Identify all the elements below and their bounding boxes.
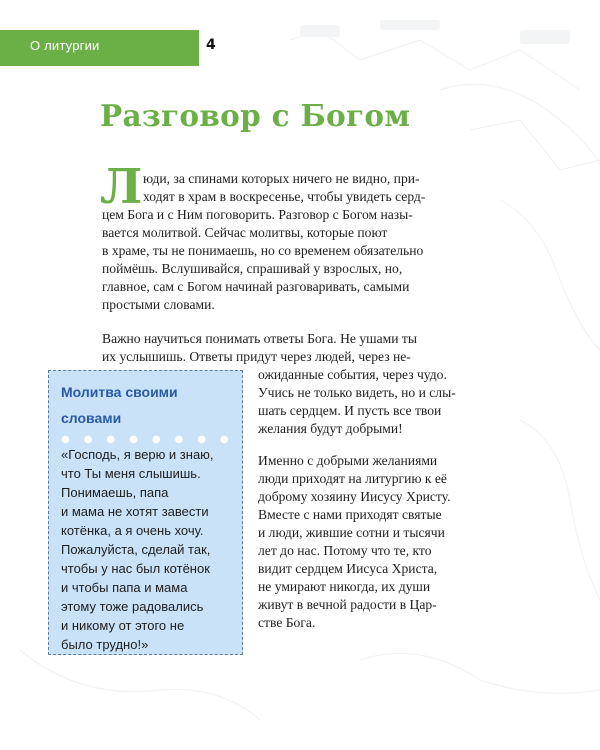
sidebar-text-line: Понимаешь, папа: [61, 485, 169, 500]
intro-line: цем Бога и с Ним поговорить. Разговор с Богом назы-: [102, 207, 413, 222]
paragraph-line: лет до нас. Потому что те, кто: [258, 543, 432, 558]
paragraph-line: видит сердцем Иисуса Христа,: [258, 561, 438, 576]
section-label: О литургии: [30, 38, 100, 53]
paragraph-line: не умирают никогда, их души: [258, 579, 431, 594]
paragraph-line: Именно с добрыми желаниями: [258, 453, 438, 468]
sidebar-text-line: этому тоже радовались: [61, 599, 204, 614]
paragraph-line: Учись не только видеть, но и слы-: [258, 385, 456, 400]
page-title: Разговор с Богом: [100, 98, 411, 133]
drop-cap: Л: [100, 159, 143, 215]
intro-line: ходят в храм в воскресенье, чтобы увидеть серд-: [143, 189, 426, 204]
sidebar-heading: словами: [61, 410, 122, 426]
sidebar-text-line: «Господь, я верю и знаю,: [61, 447, 214, 462]
paragraph-line: шать сердцем. И пусть все твои: [258, 403, 442, 418]
intro-line: юди, за спинами которых ничего не видно, при-: [143, 171, 420, 186]
sidebar-text-line: что Ты меня слышишь.: [61, 466, 201, 481]
paragraph-line: стве Бога.: [258, 615, 316, 630]
paragraph-line: доброму хозяину Иисусу Христу.: [258, 489, 451, 504]
paragraph-line: желания будут добрыми!: [258, 421, 403, 436]
paragraph-line: ожиданные события, через чудо.: [258, 367, 447, 382]
sidebar-heading: Молитва своими: [61, 384, 178, 400]
sidebar-text-line: Пожалуйста, сделай так,: [61, 542, 211, 557]
sidebar-text-line: котёнка, а я очень хочу.: [61, 523, 204, 538]
sidebar-dotted-divider: ● ● ● ● ● ● ● ● ● ● ●: [61, 434, 303, 445]
intro-line: поймёшь. Вслушивайся, спрашивай у взрослых, но,: [102, 261, 403, 276]
sidebar-text-line: чтобы у нас был котёнок: [61, 561, 210, 576]
paragraph-line: Вместе с нами приходят святые: [258, 507, 442, 522]
sidebar-text-line: и никому от этого не: [61, 618, 185, 633]
paragraph-line: и люди, жившие сотни и тысячи: [258, 525, 445, 540]
sidebar-text-line: было трудно!»: [61, 637, 149, 652]
intro-line: вается молитвой. Сейчас молитвы, которые поют: [102, 225, 388, 240]
sidebar-text-line: и чтобы папа и мама: [61, 580, 188, 595]
sidebar-text-line: и мама не хотят завести: [61, 504, 209, 519]
paragraph-line: живут в вечной радости в Цар-: [258, 597, 437, 612]
intro-line: простыми словами.: [102, 297, 215, 312]
paragraph-line: их услышишь. Ответы придут через людей, через не-: [102, 349, 411, 364]
intro-line: главное, сам с Богом начинай разговаривать, самыми: [102, 279, 410, 294]
paragraph-line: люди приходят на литургию к её: [258, 471, 447, 486]
paragraph-line: Важно научиться понимать ответы Бога. Не ушами ты: [102, 331, 417, 346]
page-number: 4: [206, 37, 216, 53]
intro-line: в храме, ты не понимаешь, но со временем обязательно: [102, 243, 424, 258]
